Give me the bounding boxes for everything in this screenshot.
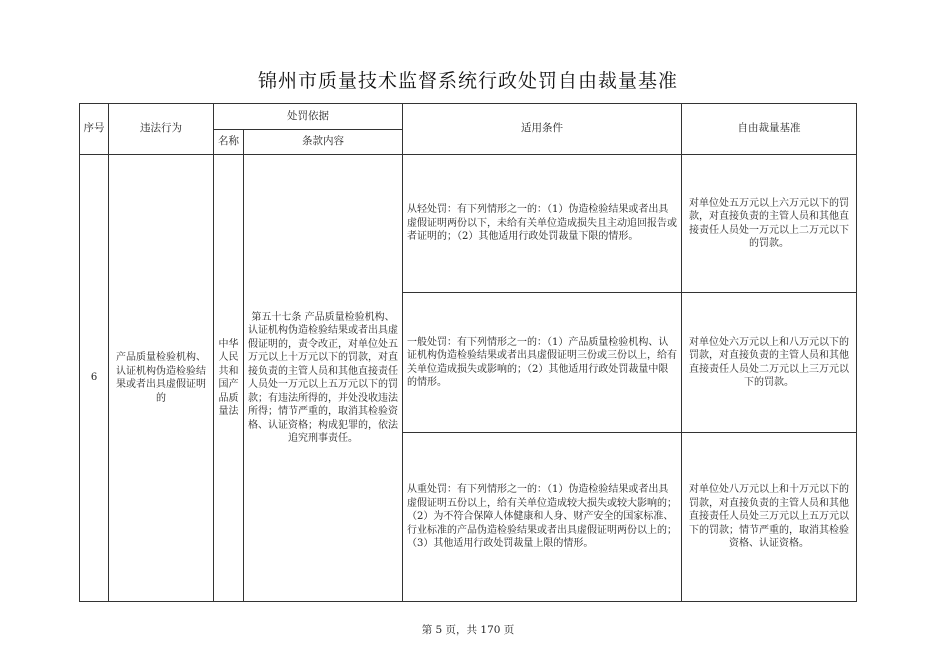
page-title: 锦州市质量技术监督系统行政处罚自由裁量基准: [257, 70, 678, 92]
header-violation: 违法行为: [109, 104, 214, 155]
header-basis: 处罚依据: [214, 104, 403, 130]
condition-light: 从轻处罚：有下列情形之一的：（1）伪造检验结果或者出具虚假证明两份以下，未给有关单位造成损失且主动追回报告或者证明的；（2）其他适用行政处罚裁量下限的情形。: [403, 155, 682, 293]
clause-cell: 第五十七条 产品质量检验机构、认证机构伪造检验结果或者出具虚假证明的，责令改正，对单位处五万元以上十万元以下的罚款，对直接负责的主管人员和其他直接责任人员处一万元以上五万元以下的罚款；有违法所得的，并处没收违法所得；情节严重的，取消其检验资格、认证资格；构成犯罪的，依法追究刑事责任。: [244, 155, 403, 602]
condition-heavy: 从重处罚：有下列情形之一的：（1）伪造检验结果或者出具虚假证明五份以上，给有关单位造成较大损失或较大影响的；（2）为不符合保障人体健康和人身、财产安全的国家标准、行业标准的产品伪造检验结果或者出具虚假证明两份以上的；（3）其他适用行政处罚裁量上限的情形。: [403, 433, 682, 602]
law-name-cell: 中华人民共和国产品质量法: [214, 155, 244, 602]
row-seq: 6: [80, 155, 109, 602]
header-conditions: 适用条件: [403, 104, 682, 155]
header-seq: 序号: [80, 104, 109, 155]
standard-heavy: 对单位处八万元以上和十万元以下的罚款，对直接负责的主管人员和其他直接责任人员处三万元以上五万元以下的罚款；情节严重的，取消其检验资格、认证资格。: [682, 433, 857, 602]
penalty-standard-table: [79, 103, 857, 602]
standard-normal: 对单位处六万元以上和八万元以下的罚款，对直接负责的主管人员和其他直接责任人员处二万元以上三万元以下的罚款。: [682, 293, 857, 433]
violation-cell: 产品质量检验机构、认证机构伪造检验结果或者出具虚假证明的: [109, 155, 214, 602]
page-footer: 第 5 页，共 170 页: [421, 624, 515, 636]
standard-light: 对单位处五万元以上六万元以下的罚款，对直接负责的主管人员和其他直接责任人员处一万元以上二万元以下的罚款。: [682, 155, 857, 293]
condition-normal: 一般处罚：有下列情形之一的：（1）产品质量检验机构、认证机构伪造检验结果或者出具虚假证明三份或三份以上，给有关单位造成损失或影响的；（2）其他适用行政处罚裁量中限的情形。: [403, 293, 682, 433]
header-basis-clause: 条款内容: [244, 130, 403, 155]
header-standard: 自由裁量基准: [682, 104, 857, 155]
header-basis-name: 名称: [214, 130, 244, 155]
